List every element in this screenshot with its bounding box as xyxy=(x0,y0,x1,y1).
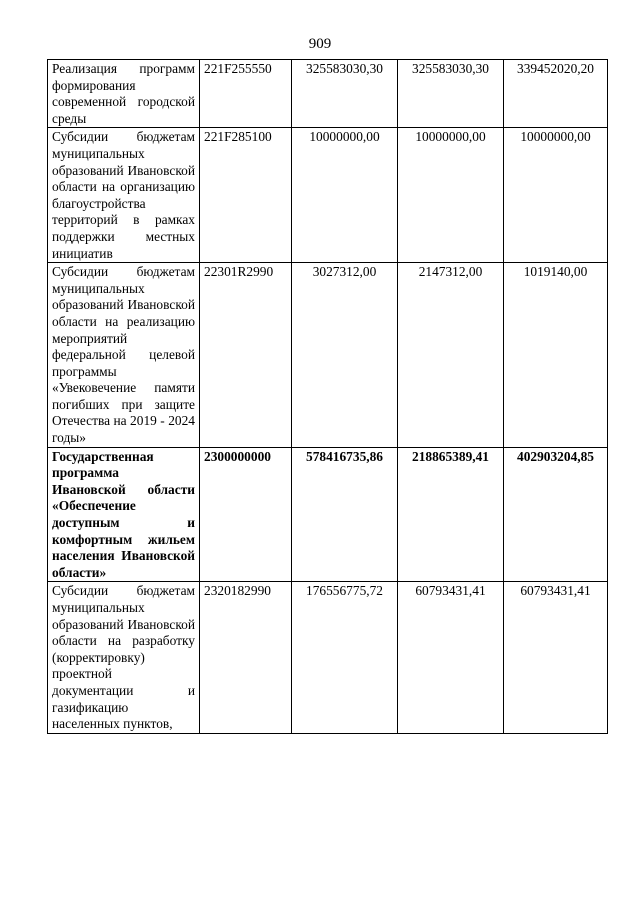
row-name-cell: Субсидии бюджетам муниципальных образований Ивановской области на организацию благоустройства территорий в рамках поддержки местных инициатив xyxy=(48,128,200,263)
row-value-1-cell: 325583030,30 xyxy=(292,60,398,128)
row-name-cell: Субсидии бюджетам муниципальных образований Ивановской области на разработку (корректировку) проектной документации и газификацию населенных пунктов, xyxy=(48,582,200,733)
row-value-3-cell: 60793431,41 xyxy=(504,582,608,733)
row-value-1-cell: 10000000,00 xyxy=(292,128,398,263)
row-value-1-cell: 3027312,00 xyxy=(292,263,398,448)
row-name-cell: Реализация программ формирования современной городской среды xyxy=(48,60,200,128)
row-value-3-cell: 10000000,00 xyxy=(504,128,608,263)
row-value-2-cell: 10000000,00 xyxy=(398,128,504,263)
table-row xyxy=(48,60,608,128)
row-code-cell: 22301R2990 xyxy=(200,263,292,448)
row-code-cell: 2300000000 xyxy=(200,447,292,582)
row-code-cell: 221F255550 xyxy=(200,60,292,128)
table-row xyxy=(48,128,608,263)
row-value-1-cell: 176556775,72 xyxy=(292,582,398,733)
row-value-2-cell: 218865389,41 xyxy=(398,447,504,582)
row-value-2-cell: 2147312,00 xyxy=(398,263,504,448)
row-name-cell: Государственная программа Ивановской области «Обеспечение доступным и комфортным жильем населения Ивановской области» xyxy=(48,447,200,582)
row-value-2-cell: 60793431,41 xyxy=(398,582,504,733)
row-value-3-cell: 339452020,20 xyxy=(504,60,608,128)
budget-table xyxy=(47,59,608,734)
table-row xyxy=(48,263,608,448)
row-value-1-cell: 578416735,86 xyxy=(292,447,398,582)
row-code-cell: 221F285100 xyxy=(200,128,292,263)
row-value-3-cell: 402903204,85 xyxy=(504,447,608,582)
row-code-cell: 2320182990 xyxy=(200,582,292,733)
row-name-cell: Субсидии бюджетам муниципальных образований Ивановской области на реализацию мероприятий федеральной целевой программы «Увековечение памяти погибших при защите Отечества на 2019 - 2024 годы» xyxy=(48,263,200,448)
page-number: 909 xyxy=(308,36,332,52)
row-value-2-cell: 325583030,30 xyxy=(398,60,504,128)
table-row-program xyxy=(48,447,608,582)
table-row xyxy=(48,582,608,733)
row-value-3-cell: 1019140,00 xyxy=(504,263,608,448)
